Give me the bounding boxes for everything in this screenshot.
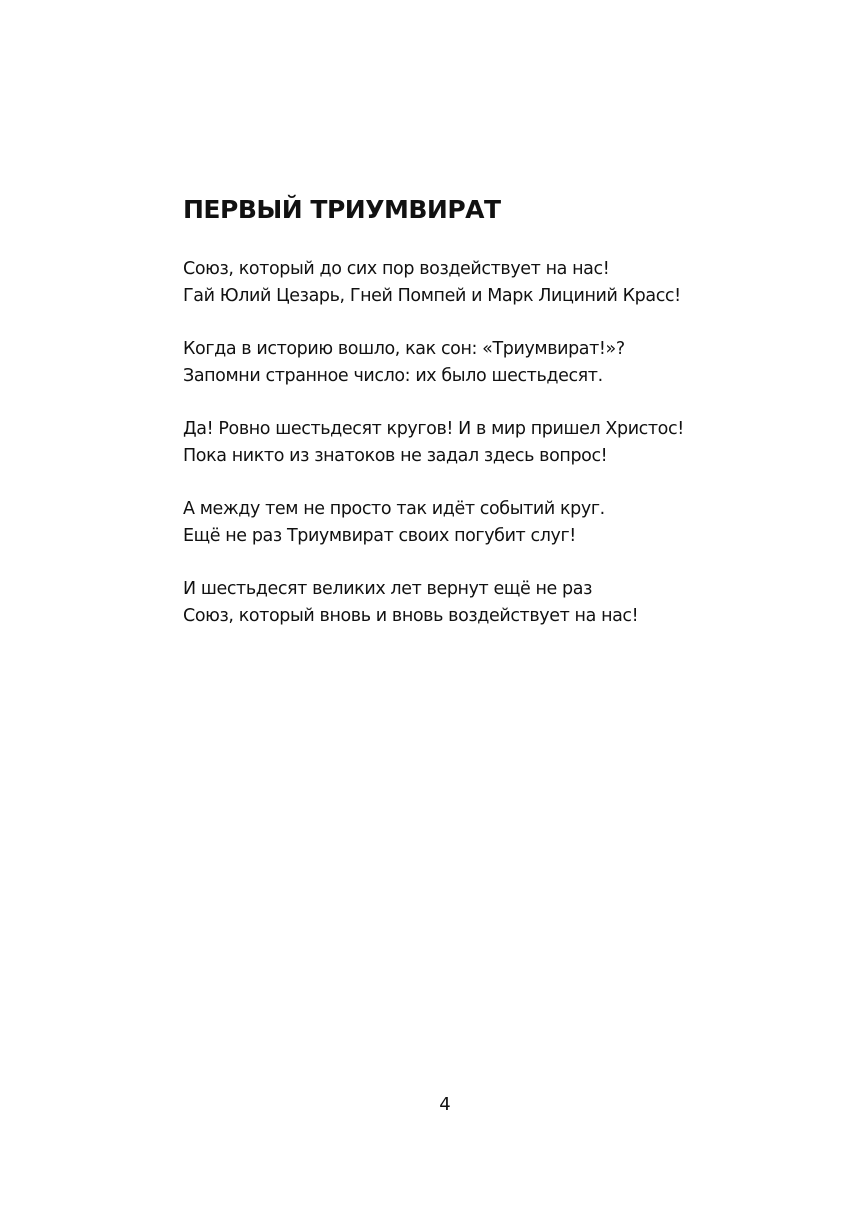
poem-line: Пока никто из знатоков не задал здесь вопрос!: [183, 446, 608, 466]
poem-line: Запомни странное число: их было шестьдесят.: [183, 366, 603, 386]
poem-line: Союз, который вновь и вновь воздействует на нас!: [183, 606, 639, 626]
poem-title: ПЕРВЫЙ ТРИУМВИРАТ: [183, 195, 501, 224]
poem-body: [183, 256, 684, 656]
poem-line: Союз, который до сих пор воздействует на нас!: [183, 259, 610, 279]
poem-line: Когда в историю вошло, как сон: «Триумвират!»?: [183, 339, 625, 359]
poem-line: Да! Ровно шестьдесят кругов! И в мир пришел Христос!: [183, 419, 684, 439]
stanza: [183, 256, 684, 310]
poem-line: Гай Юлий Цезарь, Гней Помпей и Марк Лициний Красс!: [183, 286, 681, 306]
stanza: [183, 416, 684, 470]
poem-line: А между тем не просто так идёт событий круг.: [183, 499, 605, 519]
stanza: [183, 496, 684, 550]
stanza: [183, 576, 684, 630]
page-number: 4: [439, 1094, 451, 1115]
poem-line: Ещё не раз Триумвират своих погубит слуг!: [183, 526, 576, 546]
poem-line: И шестьдесят великих лет вернут ещё не раз: [183, 579, 592, 599]
stanza: [183, 336, 684, 390]
